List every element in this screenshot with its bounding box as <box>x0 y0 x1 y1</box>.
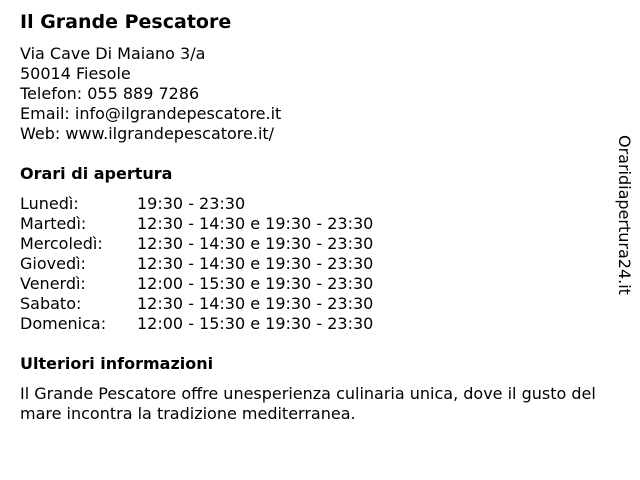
more-info-text: Il Grande Pescatore offre unesperienza culinaria unica, dove il gusto del mare incontra la tradizione mediterranea. <box>20 384 596 423</box>
phone-number: Telefon: 055 889 7286 <box>20 84 200 103</box>
day-label: Martedì: <box>20 214 87 233</box>
address-city: 50014 Fiesole <box>20 64 131 83</box>
opening-hours-table <box>20 194 373 334</box>
day-hours: 12:30 - 14:30 e 19:30 - 23:30 <box>137 294 374 313</box>
hours-row-thursday <box>20 254 373 274</box>
hours-row-saturday <box>20 294 373 314</box>
day-hours: 12:30 - 14:30 e 19:30 - 23:30 <box>137 254 374 273</box>
hours-row-friday <box>20 274 373 294</box>
opening-hours-heading: Orari di apertura <box>20 164 173 183</box>
address-street: Via Cave Di Maiano 3/a <box>20 44 206 63</box>
site-watermark <box>612 135 636 310</box>
hours-row-tuesday <box>20 214 373 234</box>
website-address: Web: www.ilgrandepescatore.it/ <box>20 124 275 143</box>
day-label: Sabato: <box>20 294 82 313</box>
email-address: Email: info@ilgrandepescatore.it <box>20 104 282 123</box>
day-hours: 12:00 - 15:30 e 19:30 - 23:30 <box>137 274 374 293</box>
day-label: Domenica: <box>20 314 107 333</box>
business-name: Il Grande Pescatore <box>20 11 232 33</box>
day-hours: 19:30 - 23:30 <box>137 194 246 213</box>
watermark-text: Oraridiapertura24.it <box>615 135 634 295</box>
contact-block <box>20 44 281 144</box>
hours-row-wednesday <box>20 234 373 254</box>
day-label: Venerdì: <box>20 274 86 293</box>
more-info-heading: Ulteriori informazioni <box>20 354 214 373</box>
day-hours: 12:00 - 15:30 e 19:30 - 23:30 <box>137 314 374 333</box>
day-label: Mercoledì: <box>20 234 103 253</box>
day-label: Lunedì: <box>20 194 79 213</box>
day-hours: 12:30 - 14:30 e 19:30 - 23:30 <box>137 214 374 233</box>
hours-row-monday <box>20 194 373 214</box>
day-hours: 12:30 - 14:30 e 19:30 - 23:30 <box>137 234 374 253</box>
day-label: Giovedì: <box>20 254 86 273</box>
hours-row-sunday <box>20 314 373 334</box>
